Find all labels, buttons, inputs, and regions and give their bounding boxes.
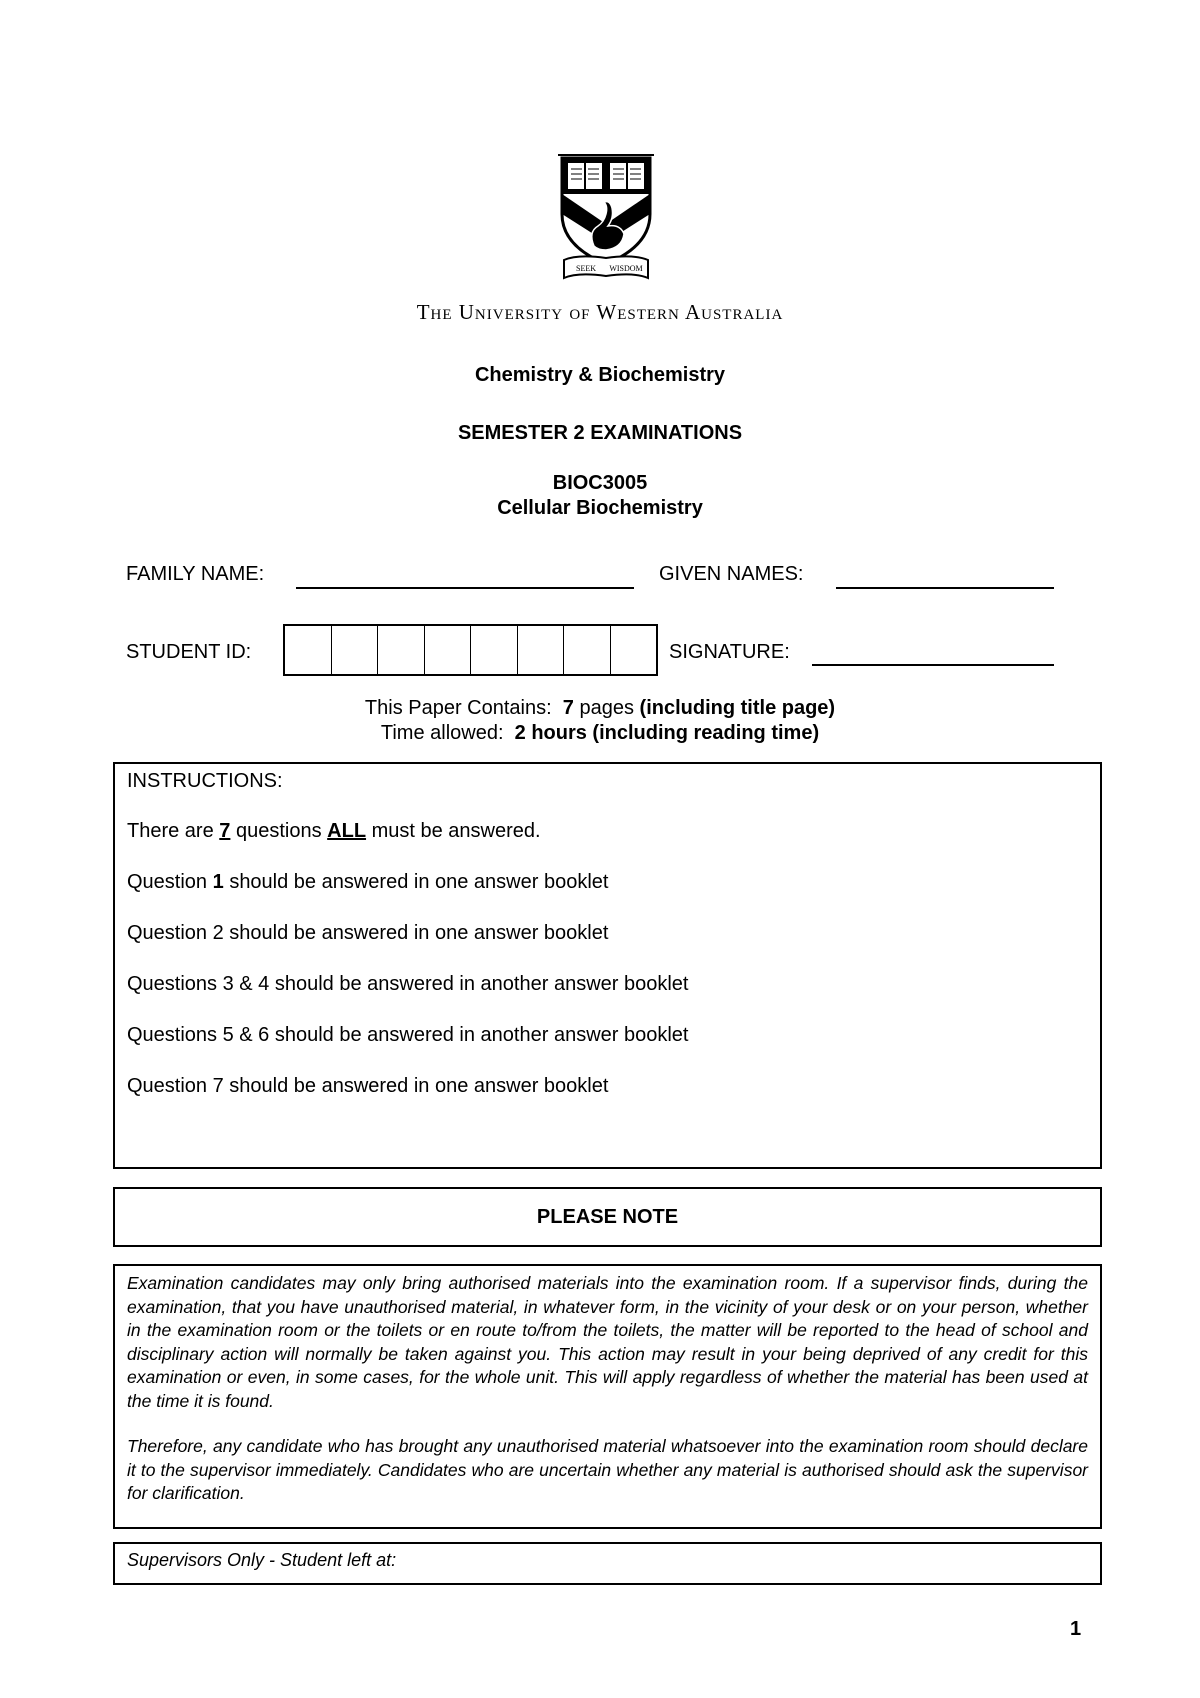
given-names-field[interactable] — [836, 587, 1054, 589]
unit-code: BIOC3005 — [552, 472, 648, 494]
instruction-q2: Question 2 should be answered in one answer booklet — [127, 922, 609, 944]
time-allowed-value: 2 hours (including reading time) — [514, 722, 820, 744]
please-note-heading: PLEASE NOTE — [113, 1187, 1102, 1247]
exam-title: SEMESTER 2 EXAMINATIONS — [457, 422, 743, 444]
signature-field[interactable] — [812, 664, 1054, 666]
student-id-boxes[interactable] — [283, 624, 658, 676]
crest-motto-right: WISDOM — [609, 264, 643, 273]
unit-name: Cellular Biochemistry — [497, 497, 703, 519]
crest-motto-left: SEEK — [576, 264, 596, 273]
paper-contains-label: This Paper Contains: — [364, 697, 552, 719]
student-id-box[interactable] — [471, 626, 518, 674]
instruction-q3-q4: Questions 3 & 4 should be answered in another answer booklet — [127, 973, 689, 995]
instructions-box — [113, 762, 1102, 1169]
instruction-q5-q6: Questions 5 & 6 should be answered in another answer booklet — [127, 1024, 689, 1046]
paper-contains-line — [0, 697, 1200, 720]
signature-label: SIGNATURE: — [669, 641, 790, 663]
university-name: The University of Western Australia — [416, 300, 784, 324]
instructions-intro — [127, 820, 541, 843]
given-names-label: GIVEN NAMES: — [659, 563, 804, 585]
all-emphasis: ALL — [327, 820, 367, 842]
please-note-body — [113, 1264, 1102, 1529]
q1-text-a: Question — [127, 871, 208, 893]
student-id-box[interactable] — [285, 626, 332, 674]
student-id-box[interactable] — [518, 626, 565, 674]
student-id-box[interactable] — [564, 626, 611, 674]
student-id-box[interactable] — [611, 626, 657, 674]
student-id-box[interactable] — [378, 626, 425, 674]
student-id-label: STUDENT ID: — [126, 641, 252, 663]
page-number: 1 — [1070, 1618, 1082, 1640]
supervisor-box — [113, 1542, 1102, 1585]
student-id-box[interactable] — [425, 626, 472, 674]
note-paragraph-1: Examination candidates may only bring authorised materials into the examination room. If a supervisor finds, during the examination, that you have unauthorised material, in whatever form, in the vicinity of your desk or on your person, whether in the examination room or the toilets or en route to/from the toilets, the matter will be reported to the head of school and disciplinary action will normally be taken against you. This action may result in your being deprived of any credit for this examination or even, in some cases, for the whole unit. This will apply regardless of whether the material has been used at the time it is found. — [127, 1273, 1088, 1411]
time-allowed-line — [0, 722, 1200, 745]
question-count: 7 — [219, 820, 231, 842]
supervisor-label: Supervisors Only - Student left at: — [127, 1550, 397, 1570]
pages-note: (including title page) — [639, 697, 836, 719]
q1-text-b: should be answered in one answer booklet — [229, 871, 609, 893]
department-title: Chemistry & Biochemistry — [474, 364, 726, 386]
intro-text-a: There are — [127, 820, 214, 842]
q1-number: 1 — [212, 871, 224, 893]
instruction-q7: Question 7 should be answered in one answer booklet — [127, 1075, 609, 1097]
pages-word: pages — [579, 697, 634, 719]
family-name-label: FAMILY NAME: — [126, 563, 265, 585]
time-allowed-label: Time allowed: — [380, 722, 504, 744]
instruction-q1 — [127, 871, 608, 894]
intro-text-b: questions — [235, 820, 322, 842]
university-crest-logo — [558, 154, 654, 286]
page-count: 7 — [562, 697, 574, 719]
intro-text-c: must be answered. — [371, 820, 541, 842]
instructions-heading: INSTRUCTIONS: — [127, 770, 283, 792]
family-name-field[interactable] — [296, 587, 634, 589]
student-id-box[interactable] — [332, 626, 379, 674]
note-paragraph-2: Therefore, any candidate who has brought any unauthorised material whatsoever into the examination room should declare it to the supervisor immediately. Candidates who are uncertain whether any material is authorised should ask the supervisor for clarification. — [127, 1436, 1088, 1503]
